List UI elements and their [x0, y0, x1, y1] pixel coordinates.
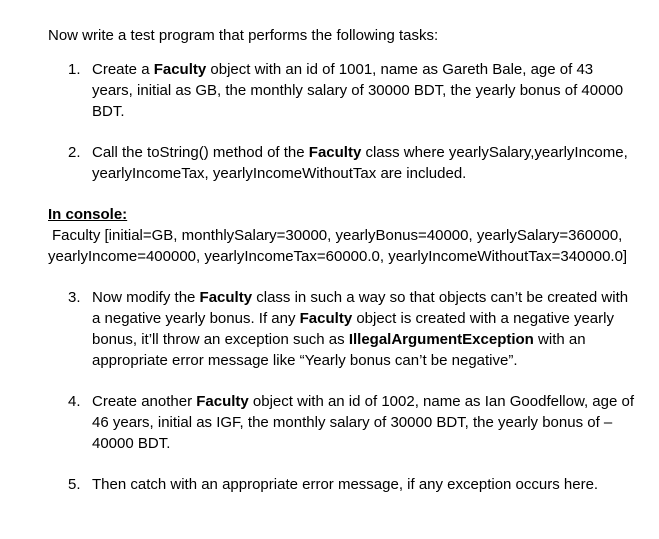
task-text-bold: Faculty — [199, 289, 253, 306]
console-heading: In console: — [48, 206, 128, 223]
task-text: Call the toString() method of the — [92, 144, 309, 161]
task-item-4 — [48, 391, 637, 454]
task-text: with an appropriate error message like “Yearly bonus can’t be negative”. — [92, 331, 586, 369]
task-text: object is created with a negative yearly bonus, it’ll throw an exception such as — [92, 310, 614, 348]
task-text-bold: Faculty — [153, 61, 207, 78]
task-list-part-1 — [48, 59, 648, 184]
task-text: class where yearlySalary,yearlyIncome, yearlyIncomeTax, yearlyIncomeWithoutTax are included. — [92, 144, 628, 182]
console-output-block — [48, 204, 648, 267]
task-number: 4. — [68, 393, 81, 410]
task-text: Now modify the — [92, 289, 200, 306]
task-number: 1. — [68, 61, 81, 78]
task-text-bold: IllegalArgumentException — [348, 331, 534, 348]
task-item-3 — [48, 287, 637, 371]
task-text: object with an id of 1002, name as Ian Goodfellow, age of 46 years, initial as IGF, the monthly salary of 30000 BDT, the yearly bonus of – 40000 BDT. — [92, 393, 635, 452]
document — [48, 25, 648, 495]
task-item-2 — [48, 142, 637, 184]
task-number: 3. — [68, 289, 81, 306]
task-number: 2. — [68, 144, 81, 161]
task-text-bold: Faculty — [196, 393, 249, 410]
task-text-bold: Faculty — [299, 310, 353, 327]
task-text: class in such a way so that objects can’t be created with a negative yearly bonus. If any — [92, 289, 629, 327]
task-item-5 — [48, 474, 637, 495]
task-list-part-2 — [48, 287, 648, 495]
intro-paragraph: Now write a test program that performs the following tasks: — [48, 27, 439, 44]
task-item-1 — [48, 59, 637, 122]
task-text: object with an id of 1001, name as Gareth Bale, age of 43 years, initial as GB, the monthly salary of 30000 BDT, the yearly bonus of 40000 BDT. — [92, 61, 624, 120]
task-text: Create a — [92, 61, 154, 78]
task-text: Then catch with an appropriate error message, if any exception occurs here. — [92, 476, 599, 493]
task-text: Create another — [92, 393, 197, 410]
task-text-bold: Faculty — [308, 144, 362, 161]
console-line-2: yearlyIncome=400000, yearlyIncomeTax=60000.0, yearlyIncomeWithoutTax=340000.0] — [48, 248, 628, 265]
console-line-1: Faculty [initial=GB, monthlySalary=30000, yearlyBonus=40000, yearlySalary=360000, — [52, 227, 623, 244]
task-number: 5. — [68, 476, 81, 493]
